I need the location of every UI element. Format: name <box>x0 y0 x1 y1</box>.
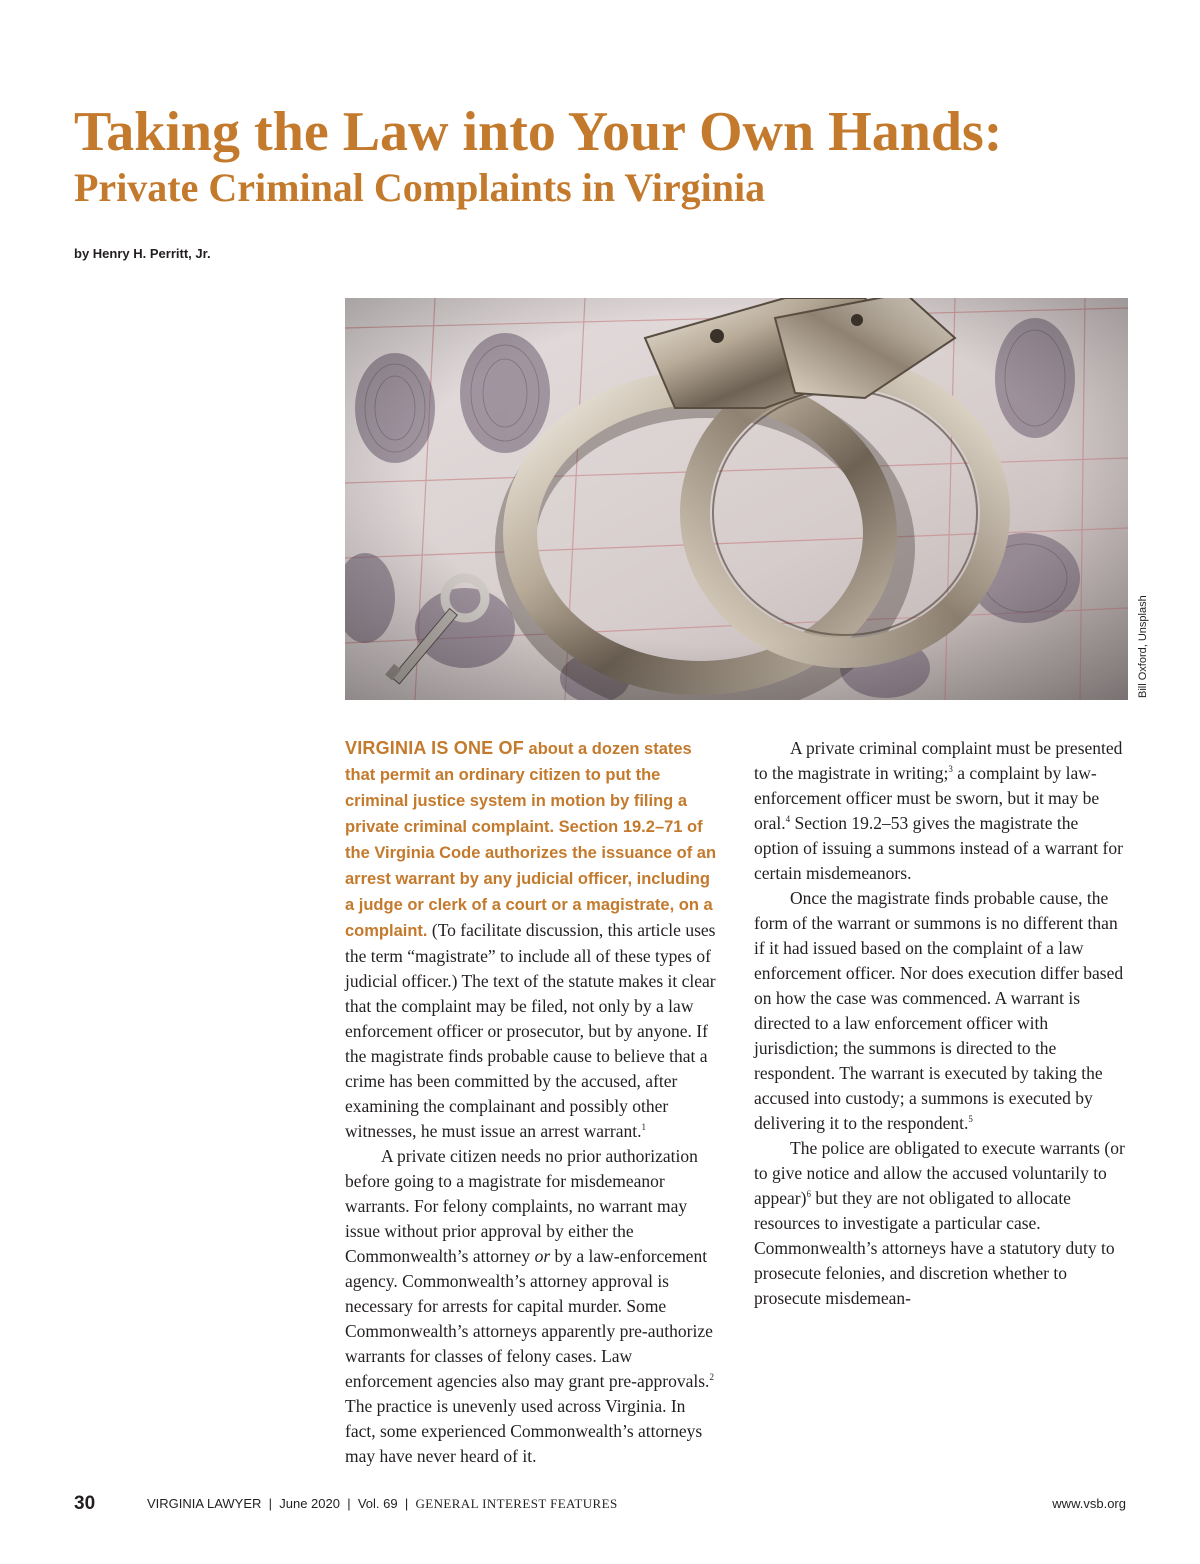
lead-in-caps: VIRGINIA IS ONE OF <box>345 738 524 758</box>
body-text: but they are not obligated to allocate resources to investigate a particular case. Commonwealth’s attorneys have a statutory duty to prosecute felonies, and discretion whether to prosecute misdemean- <box>754 1188 1115 1308</box>
emphasis-text: or <box>534 1246 551 1266</box>
volume: Vol. 69 <box>357 1496 398 1511</box>
byline: by Henry H. Perritt, Jr. <box>74 246 211 261</box>
body-text: a complaint by law-enforcement officer must be sworn, but it may be oral. <box>754 763 1100 833</box>
page-number: 30 <box>74 1493 96 1514</box>
body-text: The police are obligated to execute warrants (or to give notice and allow the accused voluntarily to appear) <box>754 1138 1125 1208</box>
article-column-left <box>345 736 717 1469</box>
footer-separator: | <box>347 1496 351 1511</box>
photo-credit: Bill Oxford, Unsplash <box>1137 595 1149 698</box>
body-text: Once the magistrate finds probable cause, the form of the warrant or summons is no different than if it had issued based on the complaint of a law enforcement officer. Nor does execution differ based on how the case was commenced. A warrant is directed to a law enforcement officer with jurisdiction; the summons is directed to the respondent. The warrant is executed by taking the accused into custody; a summons is executed by delivering it to the respondent. <box>754 888 1124 1133</box>
article-paragraph <box>754 1136 1126 1311</box>
article-paragraph <box>345 736 717 1144</box>
article-paragraph <box>754 736 1126 886</box>
article-paragraph <box>345 1144 717 1469</box>
footnote-ref: 4 <box>785 814 791 825</box>
publication-name: VIRGINIA LAWYER <box>147 1496 262 1511</box>
issue-date: June 2020 <box>279 1496 340 1511</box>
footnote-ref: 2 <box>709 1372 714 1383</box>
article-subtitle: Private Criminal Complaints in Virginia <box>74 165 766 210</box>
handcuffs-photo <box>345 298 1128 700</box>
footnote-ref: 6 <box>806 1189 811 1200</box>
publication-info <box>147 1496 618 1512</box>
page-footer <box>0 1493 1200 1517</box>
footer-separator: | <box>404 1496 409 1511</box>
article-paragraph <box>754 886 1126 1136</box>
section-name: GENERAL INTEREST FEATURES <box>415 1496 618 1511</box>
footnote-ref: 5 <box>968 1114 973 1125</box>
body-text: Section 19.2–53 gives the magistrate the option of issuing a summons instead of a warrant for certain misdemeanors. <box>754 813 1123 883</box>
footnote-ref: 1 <box>641 1122 646 1133</box>
lead-in-text: about a dozen states that permit an ordinary citizen to put the criminal justice system in motion by filing a private criminal complaint. Section 19.2–71 of the Virginia Code authorizes the issuance of an arrest warrant by any judicial officer, including a judge or clerk of a court or a magistrate, on a complaint. <box>345 740 717 940</box>
website-link[interactable]: www.vsb.org <box>1052 1496 1126 1511</box>
footer-separator: | <box>268 1496 273 1511</box>
body-text: A private criminal complaint must be presented to the magistrate in writing; <box>754 738 1123 783</box>
article-column-right <box>754 736 1126 1311</box>
footnote-ref: 3 <box>948 764 953 775</box>
article-title: Taking the Law into Your Own Hands: <box>74 101 1003 163</box>
body-text: A private citizen needs no prior authorization before going to a magistrate for misdemeanor warrants. For felony complaints, no warrant may issue without prior approval by either the Commonwealth’s attorney <box>345 1146 698 1266</box>
body-text: The practice is unevenly used across Virginia. In fact, some experienced Commonwealth’s attorneys may have never heard of it. <box>345 1396 703 1466</box>
body-text: (To facilitate discussion, this article uses the term “magistrate” to include all of these types of judicial officer.) The text of the statute makes it clear that the complaint may be filed, not only by a law enforcement officer or prosecutor, but by anyone. If the magistrate finds probable cause to believe that a crime has been committed by the accused, after examining the complainant and possibly other witnesses, he must issue an arrest warrant. <box>345 920 716 1141</box>
body-text: by a law-enforcement agency. Commonwealth’s attorney approval is necessary for arrests for capital murder. Some Commonwealth’s attorneys apparently pre-authorize warrants for classes of felony cases. Law enforcement agencies also may grant pre-approvals. <box>345 1246 713 1391</box>
